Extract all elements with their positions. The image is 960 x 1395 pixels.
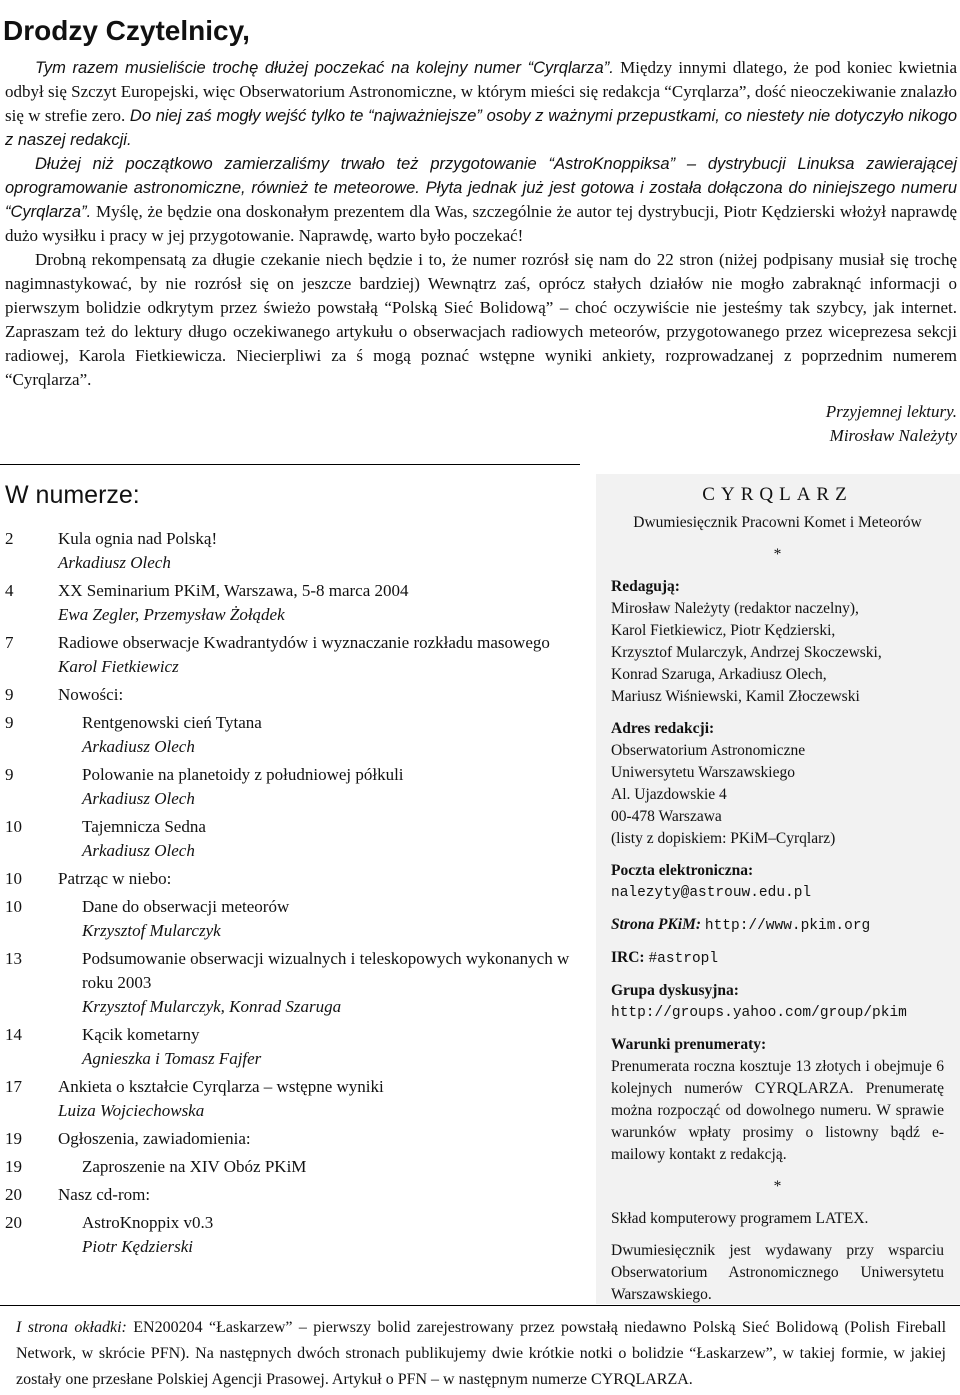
toc-entry-body <box>58 711 575 759</box>
toc-entry-body <box>58 867 575 891</box>
subscription-section <box>611 1034 944 1166</box>
intro-text <box>5 56 957 392</box>
toc-title: Kącik kometarny <box>82 1025 200 1044</box>
toc-page-number: 2 <box>5 529 14 548</box>
address-line: Uniwersytetu Warszawskiego <box>611 764 795 781</box>
toc-entry-body <box>58 631 575 679</box>
divider-bottom <box>0 1305 960 1306</box>
toc-entry <box>5 683 575 707</box>
toc-page-number: 20 <box>5 1213 22 1232</box>
toc-author: Karol Fietkiewicz <box>58 657 179 676</box>
www-link[interactable]: http://www.pkim.org <box>704 918 871 934</box>
toc-page-number: 9 <box>5 765 14 784</box>
email-link[interactable]: nalezyty@astrouw.edu.pl <box>611 885 812 901</box>
address-line: (listy z dopiskiem: PKiM–Cyrqlarz) <box>611 830 836 847</box>
toc-page-number: 19 <box>5 1157 22 1176</box>
separator-star: * <box>773 546 782 563</box>
toc-entry <box>5 1183 575 1207</box>
toc-entry-body <box>58 683 575 707</box>
toc-title: Zaproszenie na XIV Obóz PKiM <box>82 1157 307 1176</box>
separator-star-2: * <box>773 1178 782 1195</box>
toc-title: Nasz cd-rom: <box>58 1185 151 1204</box>
email-heading: Poczta elektroniczna: <box>611 862 754 879</box>
subscription-heading: Warunki prenumeraty: <box>611 1036 767 1053</box>
masthead-subtitle: Dwumiesięcznik Pracowni Komet i Meteorów <box>633 514 922 531</box>
toc-entry <box>5 895 575 943</box>
signature <box>826 400 957 448</box>
editors-heading: Redagują: <box>611 578 680 595</box>
toc-page-number: 4 <box>5 581 14 600</box>
toc-title: Kula ognia nad Polską! <box>58 529 218 548</box>
intro-p1-part-c: Do niej zaś mogły wejść tylko te “najważniejsze” osoby z ważnymi przepustkami, co niestety nie dotyczyło nikogo z naszej redakcji. <box>5 107 957 149</box>
divider-top <box>0 464 580 465</box>
irc-label: IRC: <box>611 949 645 966</box>
toc-entry <box>5 763 575 811</box>
cover-caption-label: I strona okładki: <box>16 1319 127 1336</box>
toc-entry <box>5 527 575 575</box>
intro-paragraph-1 <box>5 56 957 152</box>
toc-page-number: 17 <box>5 1077 22 1096</box>
toc-title: Ankieta o kształcie Cyrqlarza – wstępne wyniki <box>58 1077 384 1096</box>
toc-entry-body <box>58 1155 575 1179</box>
cover-caption-text: EN200204 “Łaskarzew” – pierwszy bolid zarejestrowany przez powstałą niedawno Polską Sieć Bolidową (Polish Fireball Network, w skrócie PFN). Na następnych dwóch stronach publikujemy dwie krótkie notki o bolidzie “Łaskarzew”, w takiej formie, w jakiej zostały one przesłane Polskiej Agencji Prasowej. Artykuł o PFN – w następnym numerze CYRQLARZA. <box>16 1319 947 1388</box>
intro-p2-part-b: Płyta jednak już jest gotowa i została dołączona do niniejszego numeru “Cyrqlarza”. <box>5 179 958 221</box>
toc-entry-body <box>58 947 575 1019</box>
address-line: 00-478 Warszawa <box>611 808 722 825</box>
editors-line: Mirosław Należyty (redaktor naczelny), <box>611 600 859 617</box>
toc-entry <box>5 1211 575 1259</box>
toc-author: Piotr Kędzierski <box>82 1237 193 1256</box>
toc-entry <box>5 1075 575 1123</box>
intro-p1-part-b: Między innymi dlatego, że pod koniec kwietnia odbył się Szczyt Europejski, więc Obserwatorium Astronomiczne, w którym mieści się redakcja “Cyrqlarza”, dość nieoczekiwanie znalazło się w strefie zero. <box>5 58 958 125</box>
toc-page-number: 19 <box>5 1129 22 1148</box>
toc-page-number: 10 <box>5 897 22 916</box>
toc-entry-body <box>58 895 575 943</box>
masthead-content <box>611 482 944 1306</box>
toc-title: Rentgenowski cień Tytana <box>82 713 262 732</box>
toc-entry <box>5 947 575 1019</box>
toc-page-number: 10 <box>5 869 22 888</box>
toc-entry-body <box>58 1183 575 1207</box>
intro-paragraph-3: Drobną rekompensatą za długie czekanie niech będzie i to, że numer rozrósł się nam do 22 stron (niżej podpisany musiał się trochę nagimnastykować, by nie rozrósł się on jeszcze bardziej) Wewnątrz zaś, oprócz stałych działów nie mogło zabraknąć informacji o pierwszym bolidzie odkrytym przez świeżo powstałą “Polską Sieć Bolidową” – choć oczywiście nie jesteśmy tak szybcy, jak internet. Zapraszam też do lektury długo oczekiwanego artykułu o obserwacjach radiowych meteorów, przygotowanego przez wiceprezesa sekcji radiowej, Karola Fietkiewicza. Niecierpliwi za ś mogą poznać wstępne wyniki ankiety, rozprowadzanej z poprzednim numerem “Cyrqlarza”. <box>5 250 957 389</box>
toc-title: Nowości: <box>58 685 124 704</box>
toc-page-number: 10 <box>5 817 22 836</box>
toc-page-number: 9 <box>5 685 14 704</box>
toc-title: Dane do obserwacji meteorów <box>82 897 290 916</box>
toc-page-number: 9 <box>5 713 14 732</box>
toc-entry <box>5 631 575 679</box>
toc-author: Agnieszka i Tomasz Fajfer <box>82 1049 262 1068</box>
address-heading: Adres redakcji: <box>611 720 715 737</box>
irc-section <box>611 947 944 970</box>
toc-title: Polowanie na planetoidy z południowej półkuli <box>82 765 404 784</box>
toc-title: Radiowe obserwacje Kwadrantydów i wyznaczanie rozkładu masowego <box>58 633 550 652</box>
toc-title: Podsumowanie obserwacji wizualnych i teleskopowych wykonanych w roku 2003 <box>82 949 570 992</box>
irc-channel[interactable]: #astropl <box>648 951 719 967</box>
www-section <box>611 914 944 937</box>
subscription-text: Prenumerata roczna kosztuje 13 złotych i obejmuje 6 kolejnych numerów CYRQLARZA. Prenumeratę można rozpocząć od dowolnego numeru. W sprawie warunków wpłaty prosimy o listowny bądź e-mailowy kontakt z redakcją. <box>611 1058 944 1163</box>
toc-entry-body <box>58 815 575 863</box>
email-section <box>611 860 944 904</box>
toc-author: Krzysztof Mularczyk, Konrad Szaruga <box>82 997 342 1016</box>
toc-entry-body <box>58 579 575 627</box>
toc-author: Ewa Zegler, Przemysław Żołądek <box>58 605 285 624</box>
signature-name: Mirosław Należyty <box>829 426 957 445</box>
toc-author: Arkadiusz Olech <box>82 737 195 756</box>
editors-line: Konrad Szaruga, Arkadiusz Olech, <box>611 666 827 683</box>
table-of-contents <box>5 527 575 1263</box>
editors-line: Karol Fietkiewicz, Piotr Kędzierski, <box>611 622 836 639</box>
toc-title: XX Seminarium PKiM, Warszawa, 5-8 marca 2004 <box>58 581 409 600</box>
typesetting-note: Skład komputerowy programem LATEX. <box>611 1210 869 1227</box>
toc-title: Ogłoszenia, zawiadomienia: <box>58 1129 251 1148</box>
masthead-box <box>596 474 960 1304</box>
toc-title: AstroKnoppix v0.3 <box>82 1213 214 1232</box>
signature-greeting: Przyjemnej lektury. <box>825 402 957 421</box>
intro-p1-part-a: Tym razem musieliście trochę dłużej poczekać na kolejny numer “Cyrqlarza”. <box>35 59 614 77</box>
address-line: Al. Ujazdowskie 4 <box>611 786 727 803</box>
toc-page-number: 14 <box>5 1025 22 1044</box>
editors-line: Krzysztof Mularczyk, Andrzej Skoczewski, <box>611 644 882 661</box>
toc-title: Tajemnicza Sedna <box>82 817 206 836</box>
toc-entry-body <box>58 1075 575 1123</box>
toc-page-number: 20 <box>5 1185 22 1204</box>
intro-p2-part-c: Myślę, że będzie ona doskonałym prezentem dla Was, szczególnie że autor tej dystrybucji, Piotr Kędzierski włożył naprawdę dużo wysiłku i pracy w jej przygotowanie. Naprawdę, warto było poczekać! <box>5 202 957 245</box>
masthead-title: CYRQLARZ <box>702 484 853 505</box>
toc-page-number: 7 <box>5 633 14 652</box>
toc-entry-body <box>58 527 575 575</box>
toc-heading: W numerze: <box>5 481 140 509</box>
group-link[interactable]: http://groups.yahoo.com/group/pkim <box>611 1005 907 1021</box>
toc-entry <box>5 1155 575 1179</box>
editors-section <box>611 576 944 708</box>
intro-paragraph-2 <box>5 152 957 248</box>
page-heading: Drodzy Czytelnicy, <box>3 15 250 46</box>
toc-author: Krzysztof Mularczyk <box>82 921 221 940</box>
group-heading: Grupa dyskusyjna: <box>611 982 739 999</box>
sponsor-note: Dwumiesięcznik jest wydawany przy wsparciu Obserwatorium Astronomicznego Uniwersytetu Warszawskiego. <box>611 1242 944 1303</box>
toc-title: Patrząc w niebo: <box>58 869 172 888</box>
toc-author: Arkadiusz Olech <box>82 841 195 860</box>
toc-author: Arkadiusz Olech <box>58 553 171 572</box>
toc-entry-body <box>58 1211 575 1259</box>
intro-p2-part-a: Dłużej niż początkowo zamierzaliśmy trwało też przygotowanie “AstroKnoppiksa” – dystrybucji Linuksa zawierającej oprogramowanie astronomiczne, również te meteorowe. <box>5 155 957 197</box>
toc-entry <box>5 815 575 863</box>
cover-caption <box>16 1315 946 1393</box>
toc-author: Luiza Wojciechowska <box>58 1101 205 1120</box>
toc-entry <box>5 579 575 627</box>
toc-entry <box>5 1127 575 1151</box>
toc-entry <box>5 1023 575 1071</box>
toc-entry-body <box>58 1127 575 1151</box>
address-line: Obserwatorium Astronomiczne <box>611 742 806 759</box>
toc-entry-body <box>58 763 575 811</box>
toc-entry <box>5 711 575 759</box>
toc-page-number: 13 <box>5 949 22 968</box>
toc-entry <box>5 867 575 891</box>
www-label: Strona PKiM: <box>611 916 702 933</box>
address-section <box>611 718 944 850</box>
group-section <box>611 980 944 1024</box>
editors-line: Mariusz Wiśniewski, Kamil Złoczewski <box>611 688 860 705</box>
toc-author: Arkadiusz Olech <box>82 789 195 808</box>
toc-entry-body <box>58 1023 575 1071</box>
